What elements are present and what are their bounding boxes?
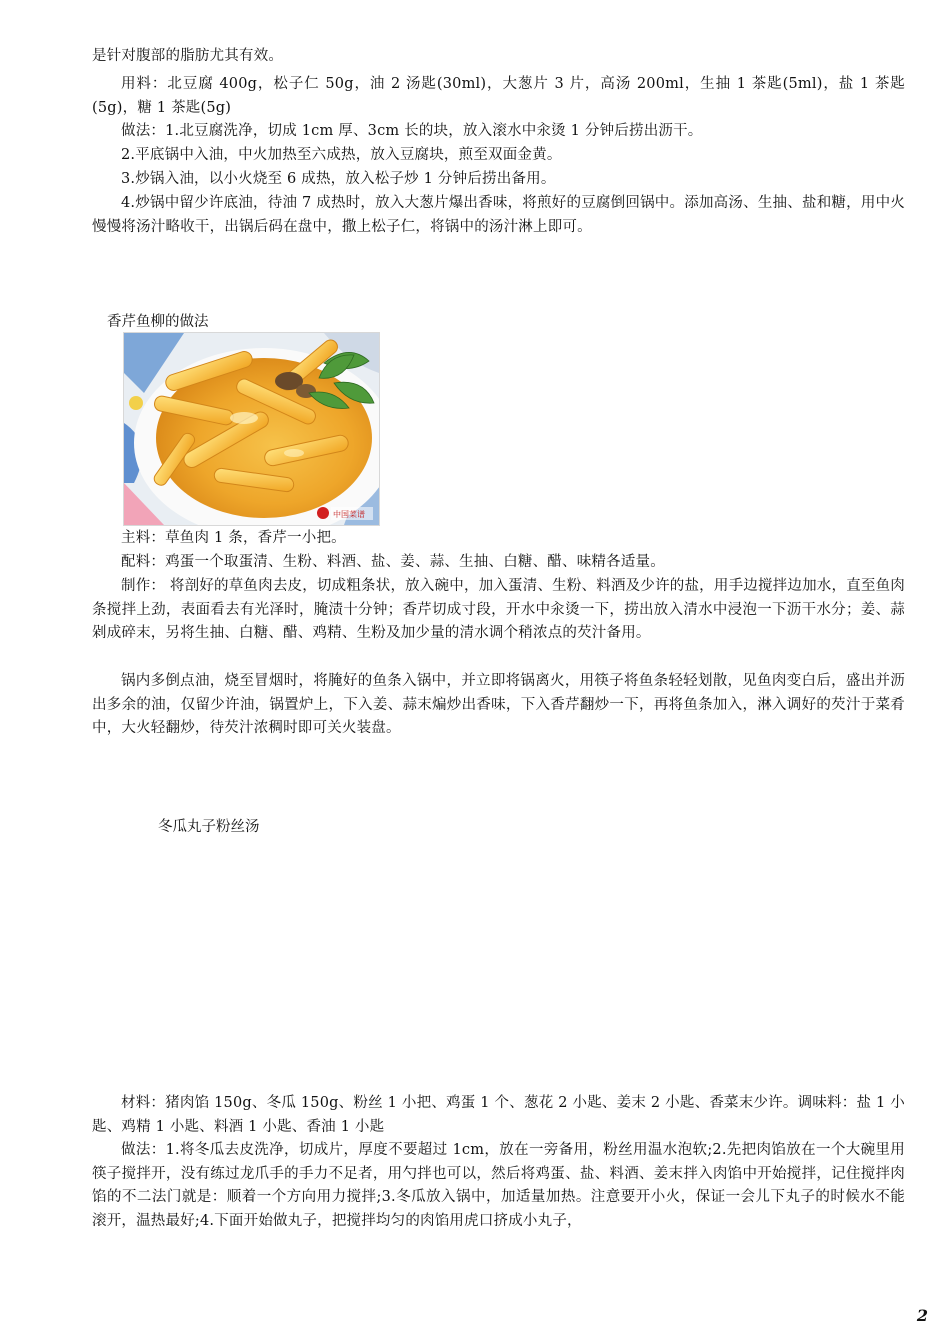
section1-step-4: 4.炒锅中留少许底油，待油 7 成热时，放入大葱片爆出香味，将煎好的豆腐倒回锅中。添加高汤、生抽、盐和糖，用中火慢慢将汤汁略收干，出锅后码在盘中，撒上松子仁，将锅中的汤汁淋上即可。: [92, 195, 905, 235]
section1-intro: 是针对腹部的脂肪尤其有效。: [92, 48, 284, 64]
section2-method-2: 锅内多倒点油，烧至冒烟时，将腌好的鱼条入锅中，并立即将锅离火，用筷子将鱼条轻轻划散，见鱼肉变白后，盛出并沥出多余的油，仅留少许油，锅置炉上，下入姜、蒜末煸炒出香味，下入香芹翻炒一下，再将鱼条加入，淋入调好的芡汁于菜肴中，大火轻翻炒，待芡汁浓稠时即可关火装盘。: [92, 673, 905, 736]
page-number: 2: [916, 1306, 928, 1325]
section1-step-1: 做法：1.北豆腐洗净，切成 1cm 厚、3cm 长的块，放入滚水中汆烫 1 分钟后捞出沥干。: [121, 123, 703, 139]
section2-method: 制作： 将剖好的草鱼肉去皮，切成粗条状，放入碗中，加入蛋清、生粉、料酒及少许的盐，用手边搅拌边加水，直至鱼肉条搅拌上劲，表面看去有光泽时，腌渍十分钟；香芹切成寸段，开水中汆烫一下，捞出放入清水中浸泡一下沥干水分；姜、蒜剁成碎末，另将生抽、白糖、醋、鸡精、生粉及加少量的清水调个稍浓点的芡汁备用。: [92, 578, 905, 641]
dish-photo-fish-celery: [123, 332, 380, 526]
section2-extra-ingredients: 配料：鸡蛋一个取蛋清、生粉、料酒、盐、姜、蒜、生抽、白糖、醋、味精各适量。: [121, 554, 665, 570]
section3-title: 冬瓜丸子粉丝汤: [158, 819, 260, 835]
section3-ingredients: 材料：猪肉馅 150g、冬瓜 150g、粉丝 1 小把、鸡蛋 1 个、葱花 2 小匙、姜末 2 小匙、香菜末少许。调味料：盐 1 小匙、鸡精 1 小匙、料酒 1 小匙、香油 1 小匙: [92, 1095, 905, 1135]
section1-step-2: 2.平底锅中入油，中火加热至六成热，放入豆腐块，煎至双面金黄。: [121, 147, 562, 163]
section1-ingredients: 用料：北豆腐 400g，松子仁 50g，油 2 汤匙(30ml)，大葱片 3 片，高汤 200ml，生抽 1 茶匙(5ml)，盐 1 茶匙(5g)，糖 1 茶匙(5g): [92, 76, 905, 116]
watermark-text: 中国菜谱: [333, 510, 365, 519]
section3-method: 做法：1.将冬瓜去皮洗净，切成片，厚度不要超过 1cm，放在一旁备用，粉丝用温水泡软;2.先把肉馅放在一个大碗里用筷子搅拌开，没有练过龙爪手的手力不足者，用勺拌也可以，然后将鸡蛋、盐、料酒、姜末拌入肉馅中开始搅拌，记住搅拌肉馅的不二法门就是：顺着一个方向用力搅拌;3.冬瓜放入锅中，加适量加热。注意要开小火，保证一会儿下丸子的时候水不能滚开，温热最好;4.下面开始做丸子，把搅拌均匀的肉馅用虎口挤成小丸子，: [92, 1142, 905, 1229]
section2-main-ingredients: 主料：草鱼肉 1 条，香芹一小把。: [121, 530, 346, 546]
section2-title: 香芹鱼柳的做法: [107, 314, 209, 330]
section1-step-3: 3.炒锅入油，以小火烧至 6 成热，放入松子炒 1 分钟后捞出备用。: [121, 171, 556, 187]
